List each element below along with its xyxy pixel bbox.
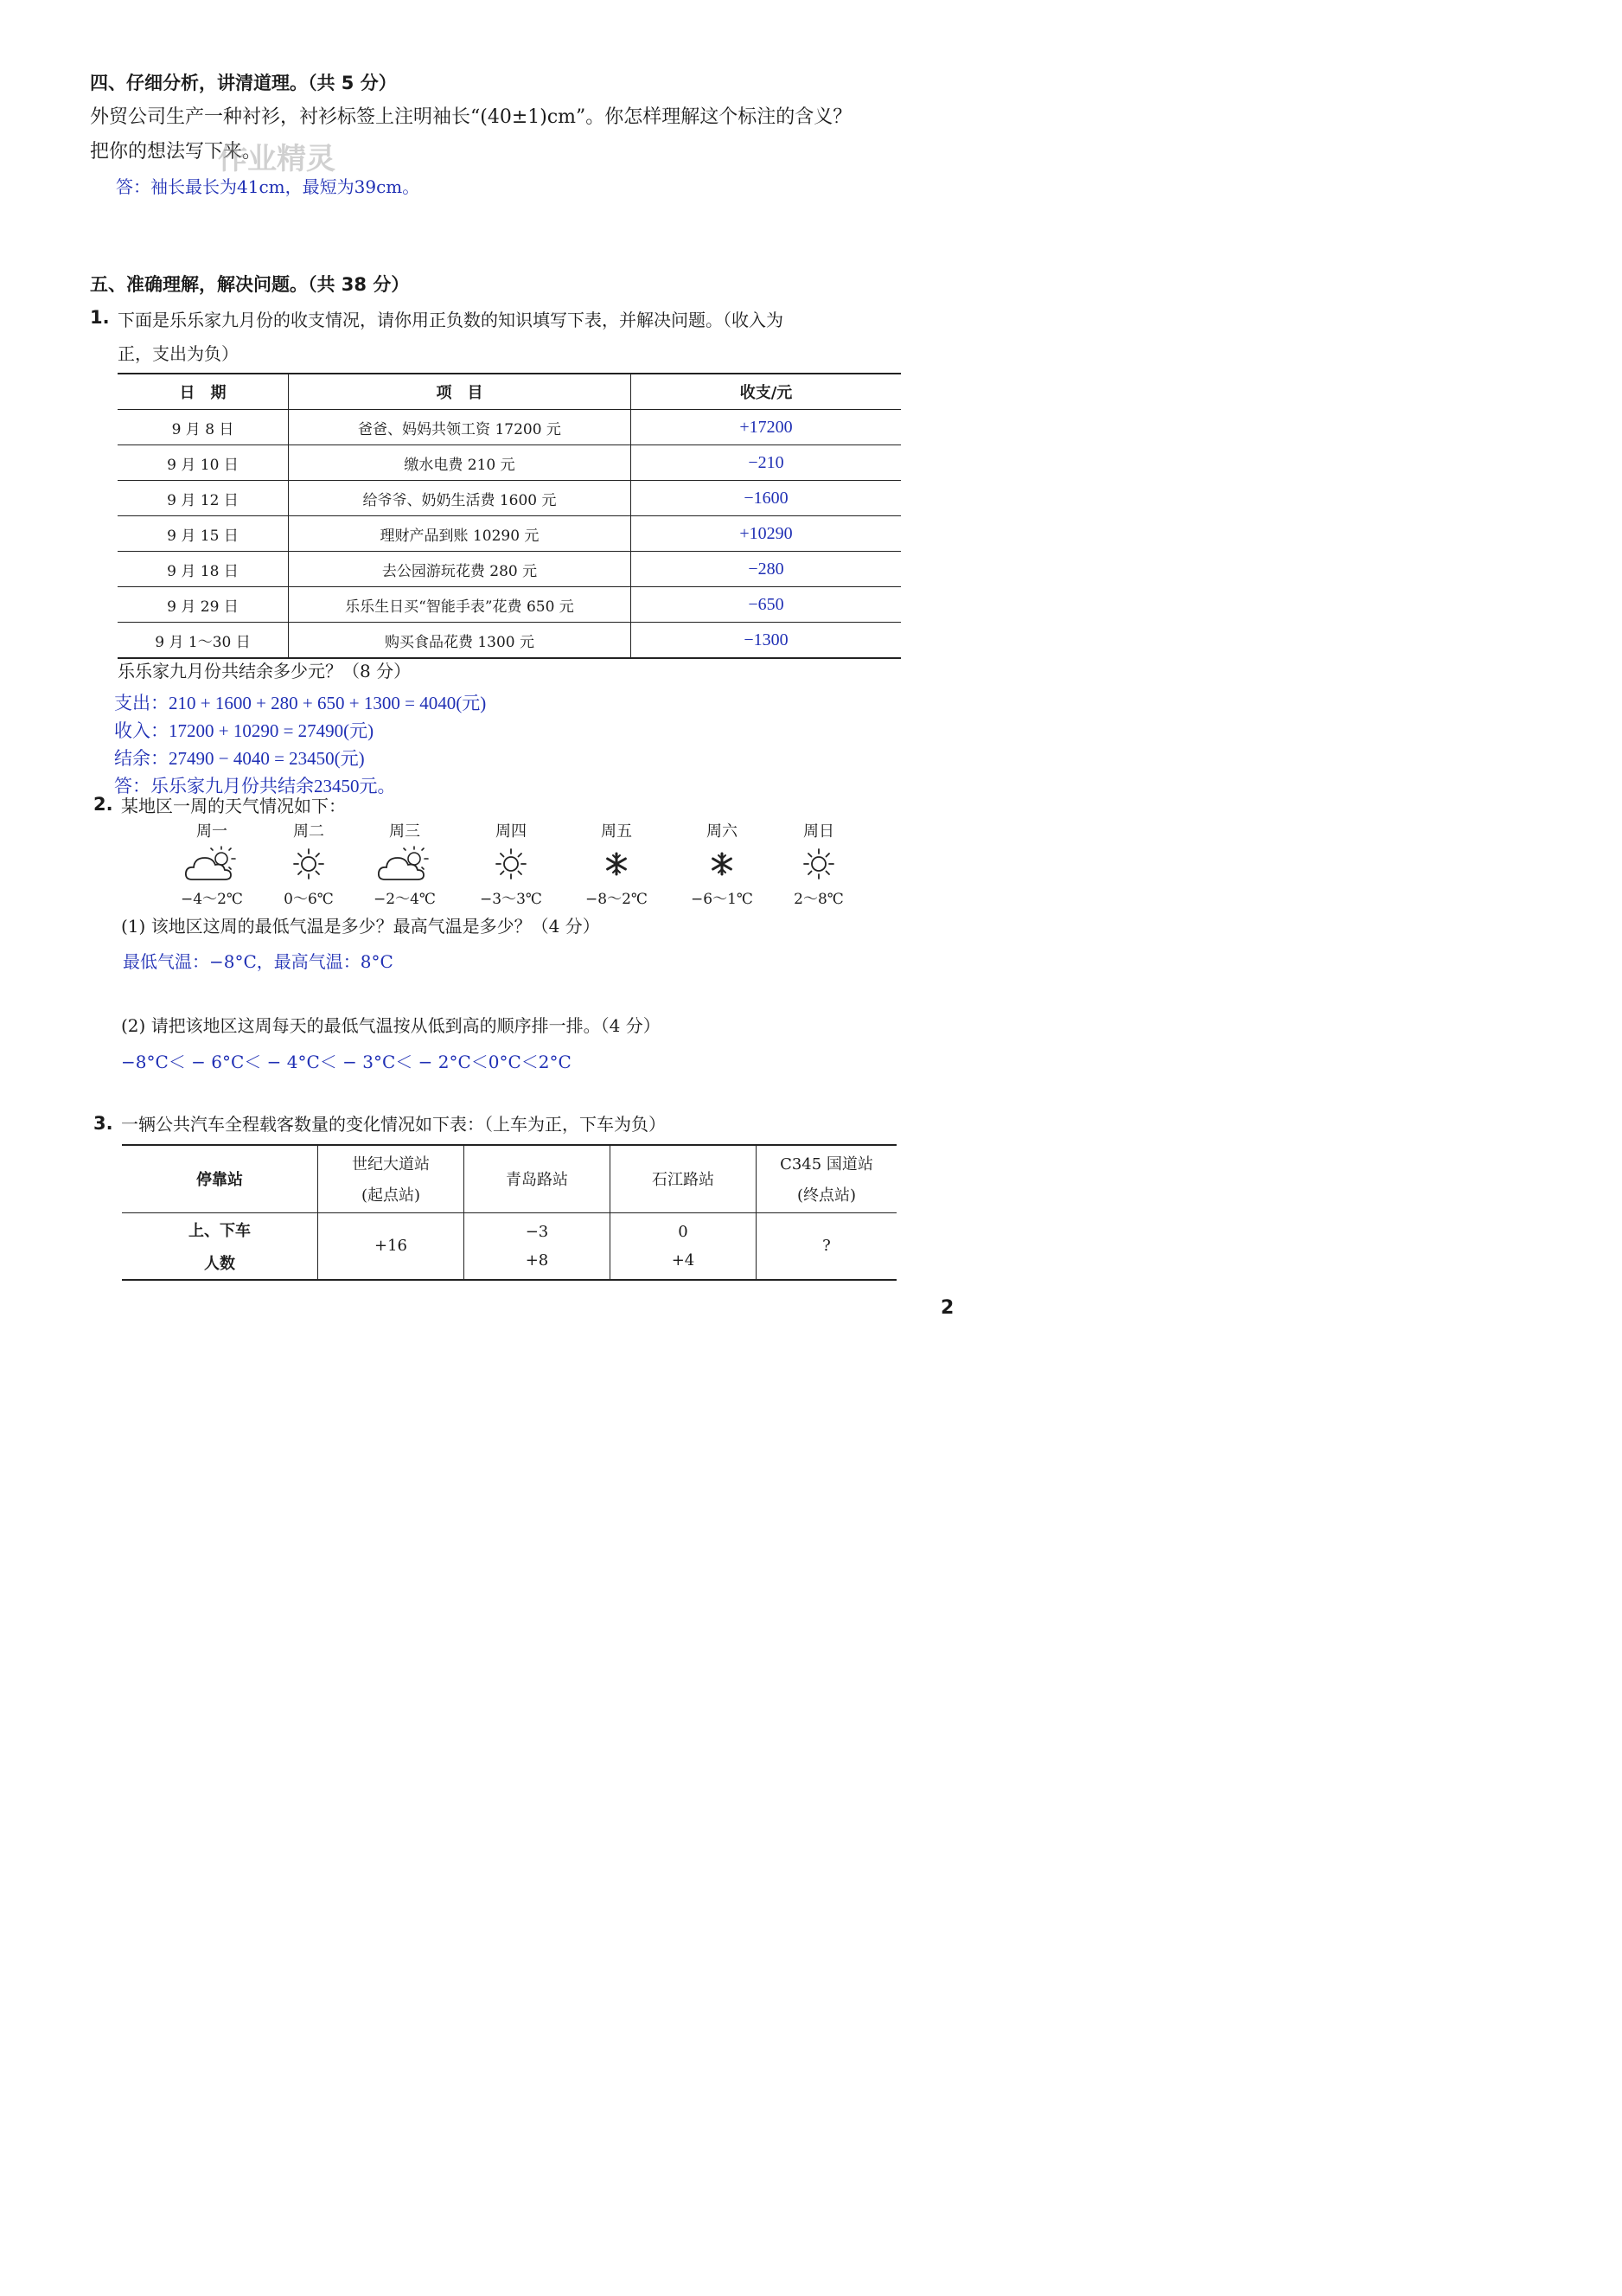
- table-row: [118, 481, 901, 516]
- row-item: 缴水电费 210 元: [289, 445, 631, 481]
- weather-day-label: 周三: [389, 822, 420, 841]
- station-row: [122, 1145, 897, 1212]
- q3-text: 一辆公共汽车全程载客数量的变化情况如下表：（上车为正，下车为负）: [121, 1114, 666, 1135]
- station-name: 世纪大道站: [352, 1155, 430, 1174]
- row-item: 理财产品到账 10290 元: [289, 516, 631, 552]
- row-date: 9 月 18 日: [118, 552, 289, 587]
- row-amount: +17200: [631, 410, 902, 445]
- station-name: 石江路站: [652, 1171, 714, 1190]
- weather-day: [771, 819, 866, 908]
- q2-number: 2.: [93, 794, 113, 815]
- change-value: ?: [822, 1237, 831, 1256]
- station-note: (终点站): [796, 1186, 857, 1206]
- table-row: [118, 552, 901, 587]
- sun-icon: [771, 841, 866, 886]
- weather-day: [357, 819, 452, 908]
- snowflake-icon: [674, 841, 769, 886]
- weather-temp-range: −8～2℃: [585, 891, 648, 908]
- table-header-row: [118, 374, 901, 410]
- q1-answer-expense: 支出：210 + 1600 + 280 + 650 + 1300 = 4040(元): [114, 693, 487, 713]
- change-row: [122, 1212, 897, 1280]
- weather-temp-range: −6～1℃: [691, 891, 753, 908]
- row-header-changes: [122, 1212, 318, 1280]
- weather-day: [463, 819, 559, 908]
- weather-day-label: 周六: [706, 822, 738, 841]
- row-item: 爸爸、妈妈共领工资 17200 元: [289, 410, 631, 445]
- weather-temp-range: −2～4℃: [374, 891, 436, 908]
- change-value: +8: [525, 1250, 549, 1270]
- weather-day: [164, 819, 259, 908]
- row-date: 9 月 12 日: [118, 481, 289, 516]
- q1-answer-balance: 结余：27490 − 4040 = 23450(元): [114, 748, 365, 769]
- weather-day-label: 周五: [601, 822, 632, 841]
- table-row: [118, 587, 901, 623]
- row-amount: +10290: [631, 516, 902, 552]
- change-cell: [464, 1212, 610, 1280]
- row-date: 9 月 8 日: [118, 410, 289, 445]
- row-header-changes-line2: 人数: [204, 1254, 235, 1273]
- weather-day: [569, 819, 664, 908]
- q1-sub-question: 乐乐家九月份共结余多少元？（8 分）: [118, 661, 412, 681]
- row-date: 9 月 15 日: [118, 516, 289, 552]
- header-amount: 收支/元: [631, 374, 902, 410]
- page-number: 2: [941, 1297, 955, 1319]
- section5-title: 五、准确理解，解决问题。（共 38 分）: [90, 274, 410, 295]
- q3-number: 3.: [93, 1113, 113, 1134]
- watermark: 作业精灵: [218, 142, 335, 176]
- row-amount: −280: [631, 552, 902, 587]
- row-date: 9 月 1～30 日: [118, 623, 289, 659]
- section4-question-line2: 把你的想法写下来。: [90, 141, 262, 163]
- weather-day-label: 周日: [803, 822, 834, 841]
- change-value: −3: [525, 1222, 549, 1241]
- change-cell: [757, 1212, 897, 1280]
- row-item: 乐乐生日买“智能手表”花费 650 元: [289, 587, 631, 623]
- weather-day-label: 周二: [293, 822, 324, 841]
- station-cell: [757, 1145, 897, 1212]
- row-amount: −650: [631, 587, 902, 623]
- row-header-stations: 停靠站: [122, 1145, 318, 1212]
- station-note: (起点站): [361, 1186, 421, 1206]
- station-cell: [318, 1145, 464, 1212]
- change-value: +16: [374, 1237, 407, 1256]
- weather-temp-range: −3～3℃: [480, 891, 542, 908]
- weather-day-label: 周四: [495, 822, 527, 841]
- row-amount: −1300: [631, 623, 902, 659]
- q1-text-line1: 下面是乐乐家九月份的收支情况，请你用正负数的知识填写下表，并解决问题。（收入为: [118, 310, 783, 330]
- row-date: 9 月 10 日: [118, 445, 289, 481]
- weather-day: [674, 819, 769, 908]
- row-header-changes-line1: 上、下车: [188, 1221, 251, 1240]
- q2-answer1: 最低气温：−8°C，最高气温：8°C: [123, 951, 393, 972]
- row-amount: −210: [631, 445, 902, 481]
- table-row: [118, 516, 901, 552]
- q2-sub2: (2) 请把该地区这周每天的最低气温按从低到高的顺序排一排。（4 分）: [121, 1015, 661, 1036]
- header-item: 项 目: [289, 374, 631, 410]
- weather-temp-range: 0～6℃: [284, 891, 334, 908]
- partly-cloudy-icon: [164, 841, 259, 886]
- q2-answer2: −8°C＜ − 6°C＜ − 4°C＜ − 3°C＜ − 2°C＜0°C＜2°C: [121, 1052, 572, 1072]
- header-date: 日 期: [118, 374, 289, 410]
- bus-passenger-table: [122, 1144, 897, 1281]
- table-row: [118, 445, 901, 481]
- q2-text: 某地区一周的天气情况如下：: [121, 796, 346, 816]
- q1-text-line2: 正，支出为负）: [118, 343, 239, 364]
- row-item: 去公园游玩花费 280 元: [289, 552, 631, 587]
- change-value: +4: [671, 1250, 695, 1270]
- table-row: [118, 623, 901, 659]
- row-amount: −1600: [631, 481, 902, 516]
- station-name: 青岛路站: [506, 1171, 568, 1190]
- weather-day: [261, 819, 356, 908]
- weather-day-label: 周一: [196, 822, 227, 841]
- table-row: [118, 410, 901, 445]
- weather-temp-range: 2～8℃: [794, 891, 844, 908]
- station-cell: [464, 1145, 610, 1212]
- change-cell: [318, 1212, 464, 1280]
- row-date: 9 月 29 日: [118, 587, 289, 623]
- station-cell: [610, 1145, 757, 1212]
- change-value: 0: [678, 1222, 688, 1241]
- snowflake-icon: [569, 841, 664, 886]
- section4-title: 四、仔细分析，讲清道理。（共 5 分）: [90, 73, 397, 93]
- row-item: 给爷爷、奶奶生活费 1600 元: [289, 481, 631, 516]
- row-item: 购买食品花费 1300 元: [289, 623, 631, 659]
- sun-icon: [463, 841, 559, 886]
- partly-cloudy-icon: [357, 841, 452, 886]
- income-expense-table: [118, 373, 901, 659]
- q1-answer-final: 答：乐乐家九月份共结余23450元。: [114, 776, 396, 796]
- sun-icon: [261, 841, 356, 886]
- q1-number: 1.: [90, 307, 110, 328]
- section4-answer: 答：袖长最长为41cm，最短为39cm。: [116, 176, 420, 197]
- section4-question-line1: 外贸公司生产一种衬衫，衬衫标签上注明袖长“(40±1)cm”。你怎样理解这个标注的含义？: [90, 106, 853, 128]
- change-cell: [610, 1212, 757, 1280]
- q1-answer-income: 收入：17200 + 10290 = 27490(元): [114, 720, 374, 741]
- station-name: C345 国道站: [780, 1155, 873, 1174]
- weather-temp-range: −4～2℃: [181, 891, 243, 908]
- q2-sub1: (1) 该地区这周的最低气温是多少？最高气温是多少？（4 分）: [121, 916, 600, 937]
